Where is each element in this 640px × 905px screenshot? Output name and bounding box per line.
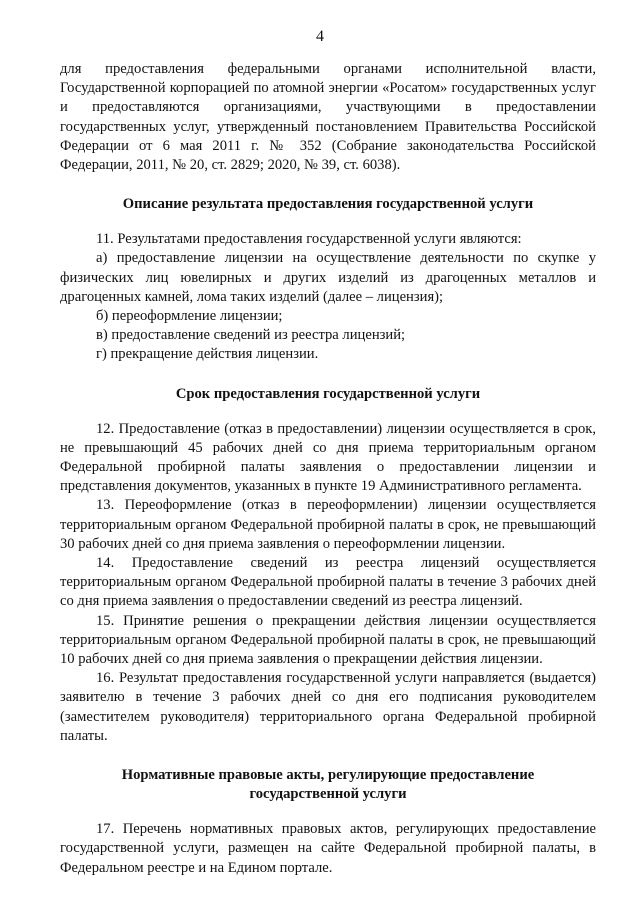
paragraph-11-v: в) предоставление сведений из реестра лицензий; (96, 327, 406, 344)
section-heading-result: Описание результата предоставления государственной услуги (122, 196, 534, 213)
paragraph-12: 12. Предоставление (отказ в предоставлении) лицензии осуществляется в срок, не превышающий 45 рабочих дней со дня приема территориальным органом Федеральной пробирной палаты заявления о предоставлении лицензии и представления документов, указанных в пункте 19 Административного регламента. (60, 420, 596, 495)
paragraph-17: 17. Перечень нормативных правовых актов, регулирующих предоставление государственной услуги, размещен на сайте Федеральной пробирной палаты, в Федеральном реестре и на Едином портале. (60, 821, 596, 876)
paragraph-11-b: б) переоформление лицензии; (96, 308, 283, 325)
paragraph-15: 15. Принятие решения о прекращении действия лицензии осуществляется территориальным органом Федеральной пробирной палаты в срок, не превышающий 10 рабочих дней со дня приема заявления о прекращении действия лицензии. (60, 612, 596, 668)
intro-paragraph: для предоставления федеральными органами исполнительной власти, Государственной корпорацией по атомной энергии «Росатом» государственных услуг и предоставляются организациями, участвующими в предоставлении государственных услуг, утвержденный постановлением Правительства Российской Федерации от 6 мая 2011 г. № 352 (Собрание законодательства Российской Федерации, 2011, № 20, ст. 2829; 2020, № 39, ст. 6038). (60, 61, 596, 174)
section-heading-legal-acts (60, 766, 596, 804)
paragraph-16: 16. Результат предоставления государственной услуги направляется (выдается) заявителю в течение 3 рабочих дней со дня его подписания руководителем (заместителем руководителя) территориального органа Федеральной пробирной палаты. (60, 670, 596, 744)
section-heading-term: Срок предоставления государственной услуги (175, 385, 481, 402)
section-heading-legal-acts-line-2: государственной услуги (249, 786, 407, 803)
paragraph-14: 14. Предоставление сведений из реестра лицензий осуществляется территориальным органом Федеральной пробирной палаты в течение 3 рабочих дней со дня приема заявления о предоставлении сведений из реестра лицензий. (60, 555, 596, 610)
document-body (60, 60, 596, 878)
paragraph-11: 11. Результатами предоставления государственной услуги являются: (96, 231, 522, 248)
section-heading-legal-acts-line-1: Нормативные правовые акты, регулирующие предоставление (121, 767, 535, 784)
paragraph-11-a: а) предоставление лицензии на осуществление деятельности по скупке у физических лиц ювелирных и других изделий из драгоценных металлов и драгоценных камней, лома таких изделий (далее – лицензия); (60, 250, 596, 305)
paragraph-13: 13. Переоформление (отказ в переоформлении) лицензии осуществляется территориальным органом Федеральной пробирной палаты в срок, не превышающий 30 рабочих дней со дня приема заявления о переоформлении лицензии. (60, 497, 596, 552)
paragraph-11-g: г) прекращение действия лицензии. (96, 346, 319, 363)
page-number: 4 (316, 28, 324, 45)
